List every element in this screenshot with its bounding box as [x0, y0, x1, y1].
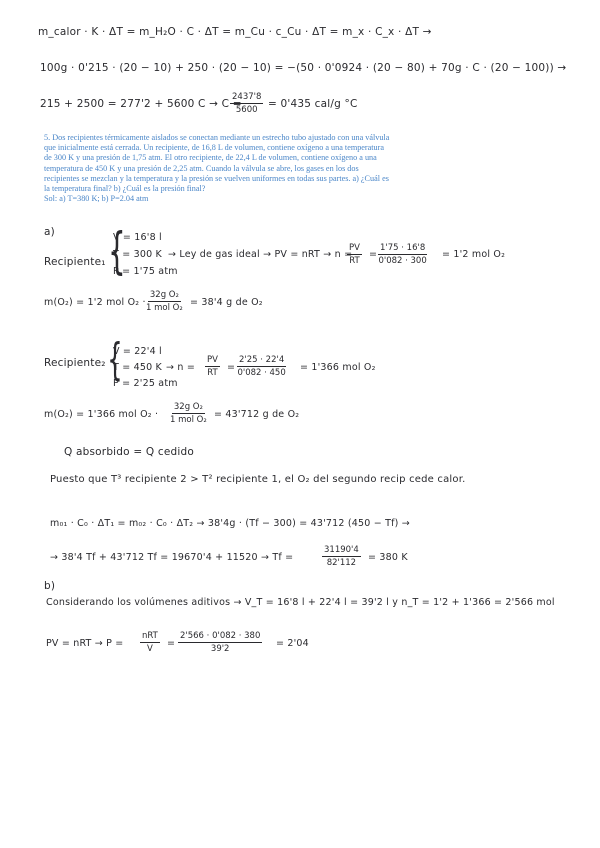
calorimetry-equation-3-right: = 0'435 cal/g °C — [268, 98, 358, 110]
fraction-numerator: PV — [207, 355, 218, 365]
final-pressure-fraction-numeric — [178, 631, 262, 654]
recipiente-2-volume: V = 22'4 l — [113, 346, 162, 357]
recipiente-1-label: Recipiente₁ — [44, 256, 106, 268]
calorimetry-equation-2: 100g · 0'215 · (20 − 10) + 250 · (20 − 10) = −(50 · 0'0924 · (20 − 80) + 70g · C · (20 − 100)) → — [40, 62, 567, 74]
fraction-denominator: 39'2 — [210, 644, 230, 654]
final-pressure-fraction-symbolic — [140, 631, 160, 654]
mass-2-result: = 43'712 g de O₂ — [214, 409, 300, 420]
heat-balance-statement: Q absorbido = Q cedido — [64, 446, 194, 458]
recipiente-1-fraction-numeric — [378, 243, 427, 266]
fraction-numerator: PV — [349, 243, 360, 253]
additive-volumes-statement: Considerando los volúmenes aditivos → V_T = 16'8 l + 22'4 l = 39'2 l y n_T = 1'2 + 1'366 = 2'566 mol — [46, 597, 555, 608]
fraction-numerator: 32g O₂ — [173, 402, 203, 412]
heat-flow-statement: Puesto que T³ recipiente 2 > T² recipiente 1, el O₂ del segundo recip cede calor. — [50, 474, 466, 485]
fraction-denominator: 1 mol O₂ — [146, 303, 183, 313]
fraction-numerator: 2'25 · 22'4 — [239, 355, 285, 365]
mass-2-left: m(O₂) = 1'366 mol O₂ · — [44, 409, 159, 420]
recipiente-2-pressure: P = 2'25 atm — [113, 378, 178, 389]
recipiente-2-moles: = 1'366 mol O₂ — [300, 362, 376, 373]
final-temperature-fraction — [322, 545, 361, 568]
fraction-denominator: 0'082 · 450 — [237, 368, 286, 378]
recipiente-1-temperature: T = 300 K — [113, 249, 162, 260]
problem-statement — [44, 133, 390, 204]
recipiente-1-moles: = 1'2 mol O₂ — [442, 249, 506, 260]
mass-1-left: m(O₂) = 1'2 mol O₂ · — [44, 297, 146, 308]
fraction-denominator: 82'112 — [326, 558, 357, 568]
fraction-denominator: 5600 — [235, 105, 258, 115]
fraction-numerator: 1'75 · 16'8 — [380, 243, 426, 253]
fraction-denominator: 0'082 · 300 — [378, 256, 427, 266]
final-pressure-left: PV = nRT → P = — [46, 638, 124, 649]
fraction-numerator: 2'566 · 0'082 · 380 — [180, 631, 261, 641]
calorimetry-fraction — [230, 92, 263, 115]
fraction-denominator: 1 mol O₂ — [170, 415, 207, 425]
final-temperature-result: = 380 K — [368, 552, 408, 563]
calorimetry-equation-1: m_calor · K · ΔT = m_H₂O · C · ΔT = m_Cu · c_Cu · ΔT = m_x · C_x · ΔT → — [38, 26, 432, 38]
fraction-numerator: 31190'4 — [324, 545, 359, 555]
recipiente-2-label: Recipiente₂ — [44, 357, 106, 369]
recipiente-2-temperature: T = 450 K — [113, 362, 162, 373]
heat-equation-1: m₀₁ · C₀ · ΔT₁ = m₀₂ · C₀ · ΔT₂ → 38'4g · (Tf − 300) = 43'712 (450 − Tf) → — [50, 518, 410, 529]
heat-equation-2-left: → 38'4 Tf + 43'712 Tf = 19670'4 + 11520 → Tf = — [50, 552, 294, 563]
recipiente-1-fraction-symbolic — [347, 243, 362, 266]
fraction-numerator: 2437'8 — [232, 92, 262, 102]
recipiente-2-fraction-symbolic — [205, 355, 220, 378]
fraction-numerator: 32g O₂ — [149, 290, 179, 300]
mass-1-fraction — [146, 290, 183, 313]
part-a-label: a) — [44, 226, 55, 238]
brace-icon: { — [108, 222, 126, 280]
brace-icon: { — [107, 334, 123, 385]
recipiente-1-volume: V = 16'8 l — [113, 232, 162, 243]
fraction-denominator: RT — [349, 256, 360, 266]
fraction-denominator: RT — [207, 368, 218, 378]
calorimetry-equation-3-left: 215 + 2500 = 277'2 + 5600 C → C = — [40, 98, 242, 110]
equals-sign: = — [227, 362, 236, 373]
equals-sign: = — [167, 638, 176, 649]
problem-solution: Sol: a) T=380 K; b) P=2.04 atm — [44, 194, 149, 204]
fraction-denominator: V — [147, 644, 153, 654]
mass-2-fraction — [170, 402, 207, 425]
recipiente-2-arrow: → n = — [166, 362, 195, 373]
recipiente-1-pressure: P = 1'75 atm — [113, 266, 178, 277]
ideal-gas-law-step: → Ley de gas ideal → PV = nRT → n = — [168, 249, 353, 260]
mass-1-result: = 38'4 g de O₂ — [190, 297, 263, 308]
problem-text: 5. Dos recipientes térmicamente aislados se conectan mediante un estrecho tubo ajustado con una válvula que inicialmente está cerrada. Un recipiente, de 16,8 L de volumen, contiene oxígeno a una temperatura de 300 K y una presión de 1,75 atm. El otro recipiente, de 22,4 L de volumen, contiene oxígeno a una temperatura de 450 K y una presión de 2,25 atm. Cuando la válvula se abre, los gases en los dos recipientes se mezclan y la temperatura y la presión se vuelven uniformes en todas sus partes. a) ¿Cuál es la temperatura final? b) ¿Cuál es la presión final? — [44, 133, 390, 194]
fraction-numerator: nRT — [142, 631, 158, 641]
recipiente-2-fraction-numeric — [237, 355, 286, 378]
equals-sign: = — [369, 249, 378, 260]
part-b-label: b) — [44, 580, 56, 592]
final-pressure-result: = 2'04 — [276, 638, 309, 649]
